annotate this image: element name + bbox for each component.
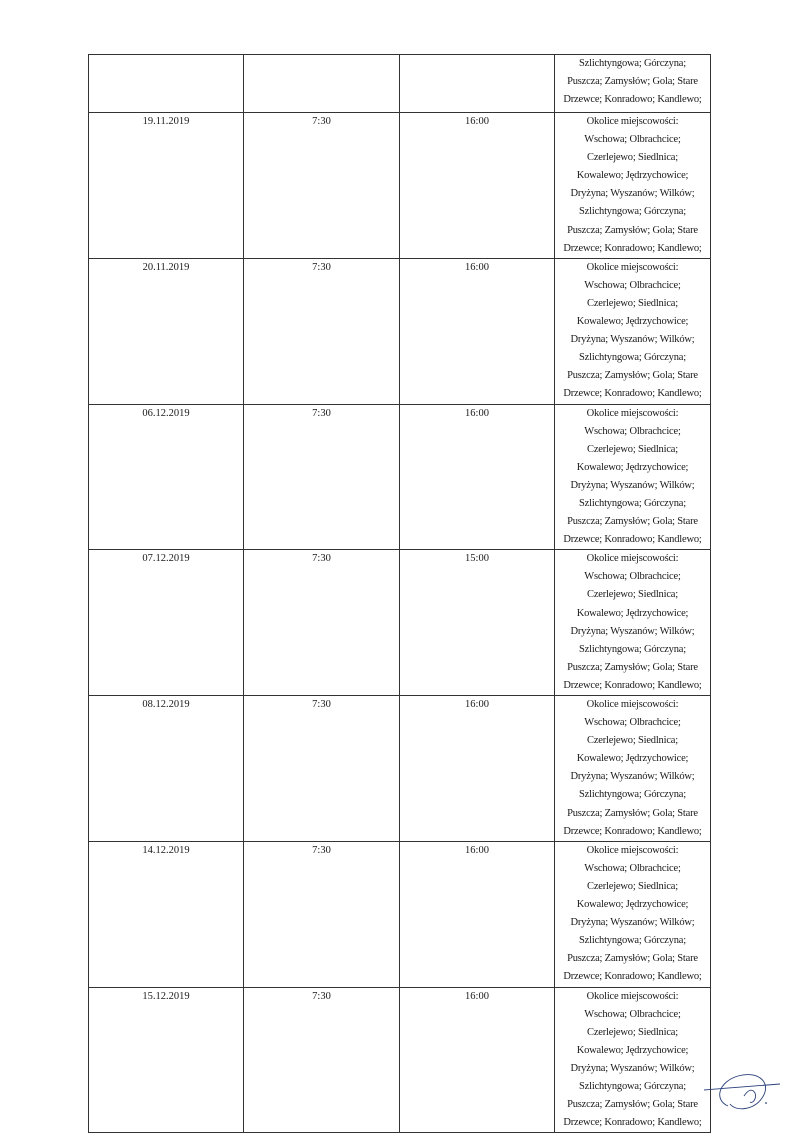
location-line: Czerlejewo; Siedlnica; <box>587 1026 678 1038</box>
location-line: Czerlejewo; Siedlnica; <box>587 589 678 601</box>
location-line: Drzewce; Konradowo; Kandlewo; <box>563 388 702 400</box>
start-time-cell: 7:30 <box>244 258 400 404</box>
location-line: Kowalewo; Jędrzychowice; <box>576 899 689 911</box>
location-line: Czerlejewo; Siedlnica; <box>587 152 678 164</box>
location-line: Kowalewo; Jędrzychowice; <box>576 461 689 473</box>
location-line: Wschowa; Olbrachcice; <box>584 279 681 291</box>
schedule-table <box>88 54 711 1133</box>
location-line: Drzewce; Konradowo; Kandlewo; <box>563 94 702 106</box>
end-time-cell: 15:00 <box>400 550 555 696</box>
start-time-cell <box>244 55 400 113</box>
location-line: Drzewce; Konradowo; Kandlewo; <box>563 1117 702 1129</box>
table-row <box>89 258 711 404</box>
date-cell: 07.12.2019 <box>89 550 244 696</box>
table-row <box>89 696 711 842</box>
table-row <box>89 404 711 550</box>
location-line: Wschowa; Olbrachcice; <box>584 425 681 437</box>
location-line: Szlichtyngowa; Górczyna; <box>579 1080 686 1092</box>
location-line: Czerlejewo; Siedlnica; <box>587 735 678 747</box>
end-time-cell: 16:00 <box>400 841 555 987</box>
end-time-cell: 16:00 <box>400 987 555 1133</box>
date-cell <box>89 55 244 113</box>
location-line: Dryżyna; Wyszanów; Wilków; <box>570 917 695 929</box>
date-cell: 15.12.2019 <box>89 987 244 1133</box>
start-time-cell: 7:30 <box>244 113 400 259</box>
location-line: Dryżyna; Wyszanów; Wilków; <box>570 771 695 783</box>
location-line: Okolice miejscowości: <box>586 844 679 856</box>
locations-cell <box>555 404 711 550</box>
date-cell: 14.12.2019 <box>89 841 244 987</box>
date-cell: 19.11.2019 <box>89 113 244 259</box>
locations-cell <box>555 987 711 1133</box>
start-time-cell: 7:30 <box>244 841 400 987</box>
locations-cell <box>555 841 711 987</box>
location-line: Okolice miejscowości: <box>586 261 679 273</box>
end-time-cell <box>400 55 555 113</box>
location-line: Szlichtyngowa; Górczyna; <box>579 206 686 218</box>
location-line: Czerlejewo; Siedlnica; <box>587 297 678 309</box>
location-line: Dryżyna; Wyszanów; Wilków; <box>570 188 695 200</box>
location-line: Czerlejewo; Siedlnica; <box>587 443 678 455</box>
table-row-continued <box>89 55 711 113</box>
location-line: Drzewce; Konradowo; Kandlewo; <box>563 825 702 837</box>
location-line: Okolice miejscowości: <box>586 116 679 127</box>
location-line: Drzewce; Konradowo; Kandlewo; <box>563 534 702 546</box>
location-line: Szlichtyngowa; Górczyna; <box>579 352 686 364</box>
location-line: Drzewce; Konradowo; Kandlewo; <box>563 242 702 254</box>
locations-cell <box>555 696 711 842</box>
location-line: Okolice miejscowości: <box>586 990 679 1002</box>
location-line: Drzewce; Konradowo; Kandlewo; <box>563 679 702 691</box>
location-line: Dryżyna; Wyszanów; Wilków; <box>570 1062 695 1074</box>
location-line: Wschowa; Olbrachcice; <box>584 862 681 874</box>
locations-cell <box>555 55 711 113</box>
location-line: Okolice miejscowości: <box>586 699 679 710</box>
location-line: Kowalewo; Jędrzychowice; <box>576 1044 689 1056</box>
location-line: Okolice miejscowości: <box>586 407 679 419</box>
handwritten-signature <box>700 1060 795 1120</box>
location-line: Czerlejewo; Siedlnica; <box>587 880 678 892</box>
locations-cell <box>555 113 711 259</box>
location-line: Dryżyna; Wyszanów; Wilków; <box>570 479 695 491</box>
start-time-cell: 7:30 <box>244 696 400 842</box>
location-line: Drzewce; Konradowo; Kandlewo; <box>563 971 702 983</box>
location-line: Puszcza; Zamysłów; Gola; Stare <box>567 224 698 236</box>
location-line: Puszcza; Zamysłów; Gola; Stare <box>567 661 698 673</box>
location-line: Szlichtyngowa; Górczyna; <box>579 935 686 947</box>
location-line: Puszcza; Zamysłów; Gola; Stare <box>567 953 698 965</box>
location-line: Okolice miejscowości: <box>586 553 679 565</box>
location-line: Puszcza; Zamysłów; Gola; Stare <box>567 516 698 528</box>
location-line: Dryżyna; Wyszanów; Wilków; <box>570 625 695 637</box>
location-line: Kowalewo; Jędrzychowice; <box>576 753 689 765</box>
locations-cell <box>555 258 711 404</box>
location-line: Kowalewo; Jędrzychowice; <box>576 607 689 619</box>
location-line: Puszcza; Zamysłów; Gola; Stare <box>567 370 698 382</box>
location-line: Szlichtyngowa; Górczyna; <box>579 58 686 69</box>
location-line: Szlichtyngowa; Górczyna; <box>579 789 686 801</box>
location-line: Dryżyna; Wyszanów; Wilków; <box>570 334 695 346</box>
location-line: Szlichtyngowa; Górczyna; <box>579 643 686 655</box>
location-line: Wschowa; Olbrachcice; <box>584 134 681 146</box>
date-cell: 06.12.2019 <box>89 404 244 550</box>
end-time-cell: 16:00 <box>400 404 555 550</box>
location-line: Wschowa; Olbrachcice; <box>584 717 681 729</box>
date-cell: 20.11.2019 <box>89 258 244 404</box>
location-line: Wschowa; Olbrachcice; <box>584 571 681 583</box>
end-time-cell: 16:00 <box>400 113 555 259</box>
table-row <box>89 841 711 987</box>
location-line: Puszcza; Zamysłów; Gola; Stare <box>567 807 698 819</box>
table-row <box>89 550 711 696</box>
schedule-body <box>89 55 711 1133</box>
location-line: Kowalewo; Jędrzychowice; <box>576 170 689 182</box>
start-time-cell: 7:30 <box>244 404 400 550</box>
start-time-cell: 7:30 <box>244 987 400 1133</box>
locations-cell <box>555 550 711 696</box>
location-line: Kowalewo; Jędrzychowice; <box>576 316 689 328</box>
table-row <box>89 113 711 259</box>
location-line: Wschowa; Olbrachcice; <box>584 1008 681 1020</box>
location-line: Szlichtyngowa; Górczyna; <box>579 497 686 509</box>
start-time-cell: 7:30 <box>244 550 400 696</box>
location-line: Puszcza; Zamysłów; Gola; Stare <box>567 76 698 88</box>
end-time-cell: 16:00 <box>400 258 555 404</box>
date-cell: 08.12.2019 <box>89 696 244 842</box>
location-line: Puszcza; Zamysłów; Gola; Stare <box>567 1099 698 1111</box>
table-row <box>89 987 711 1133</box>
end-time-cell: 16:00 <box>400 696 555 842</box>
